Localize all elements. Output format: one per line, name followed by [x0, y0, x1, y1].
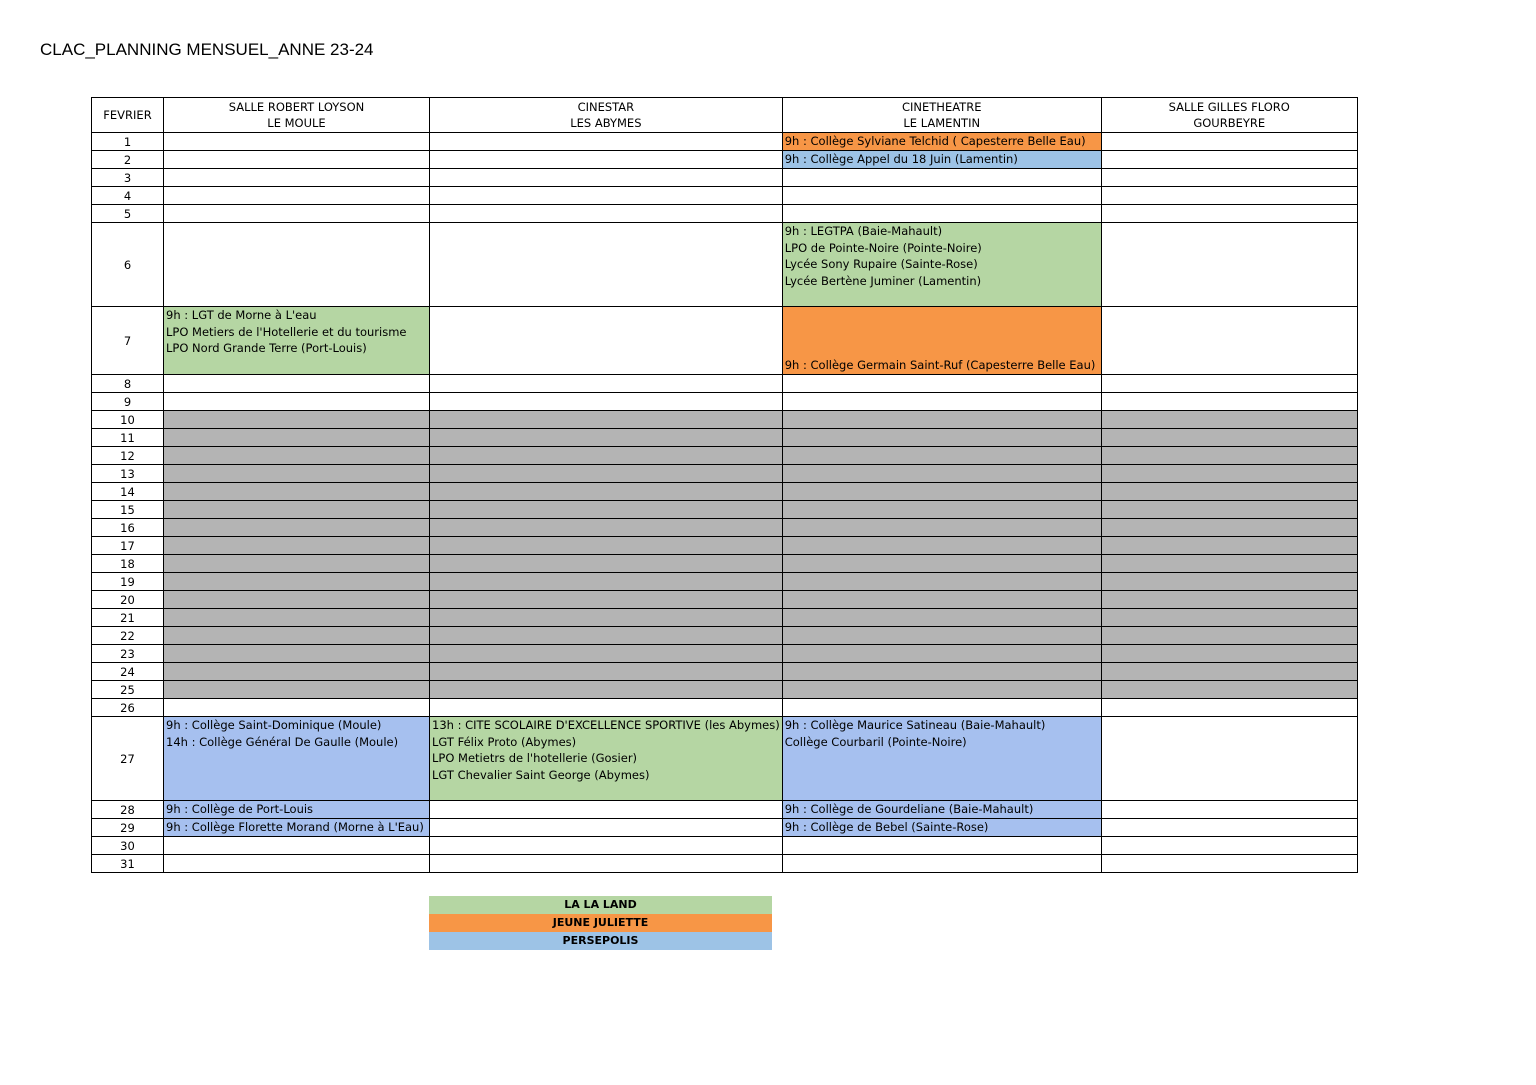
day-number: 11 [92, 429, 164, 447]
screening-entry: 13h : CITE SCOLAIRE D'EXCELLENCE SPORTIVE (les Abymes) [432, 718, 780, 732]
screening-entry: LGT Chevalier Saint George (Abymes) [432, 767, 650, 782]
schedule-cell [782, 307, 1101, 375]
schedule-cell [430, 699, 783, 717]
schedule-cell [1101, 627, 1357, 645]
screening-entry: LPO Metietrs de l'hotellerie (Gosier) [432, 751, 638, 766]
schedule-cell [1101, 169, 1357, 187]
day-number: 30 [92, 837, 164, 855]
screening-entry: LPO de Pointe-Noire (Pointe-Noire) [784, 240, 982, 255]
schedule-cell [430, 411, 783, 429]
day-number: 15 [92, 501, 164, 519]
schedule-cell [1101, 555, 1357, 573]
table-row [92, 307, 1358, 375]
schedule-cell [1101, 573, 1357, 591]
schedule-cell [782, 819, 1101, 837]
schedule-cell [164, 169, 430, 187]
schedule-cell [1101, 537, 1357, 555]
schedule-cell [164, 555, 430, 573]
day-number: 10 [92, 411, 164, 429]
screening-entry: 9h : Collège Appel du 18 Juin (Lamentin) [784, 152, 1018, 166]
schedule-cell [1101, 645, 1357, 663]
venue-header-cinetheatre [782, 98, 1101, 133]
schedule-cell [430, 501, 783, 519]
day-number: 28 [92, 801, 164, 819]
schedule-cell [1101, 223, 1357, 307]
table-row [92, 591, 1358, 609]
table-row [92, 717, 1358, 801]
schedule-cell [782, 483, 1101, 501]
header-row [92, 98, 1358, 133]
schedule-cell [164, 223, 430, 307]
table-row [92, 555, 1358, 573]
schedule-cell [782, 645, 1101, 663]
legend-item-persepolis: PERSEPOLIS [429, 932, 772, 950]
schedule-cell [430, 151, 783, 169]
table-row [92, 447, 1358, 465]
schedule-cell [430, 519, 783, 537]
schedule-cell [164, 501, 430, 519]
legend-item-la-la-land: LA LA LAND [429, 896, 772, 914]
table-row [92, 819, 1358, 837]
schedule-cell [782, 133, 1101, 151]
schedule-cell [1101, 819, 1357, 837]
schedule-cell [1101, 393, 1357, 411]
table-row [92, 133, 1358, 151]
schedule-cell [430, 307, 783, 375]
schedule-cell [430, 205, 783, 223]
table-row [92, 223, 1358, 307]
day-number: 3 [92, 169, 164, 187]
schedule-cell [782, 717, 1101, 801]
day-number: 18 [92, 555, 164, 573]
schedule-cell [782, 375, 1101, 393]
table-row [92, 151, 1358, 169]
schedule-cell [1101, 501, 1357, 519]
schedule-cell [164, 801, 430, 819]
schedule-cell [164, 519, 430, 537]
table-row [92, 519, 1358, 537]
venue-name: CINESTAR [577, 100, 635, 114]
venue-header-gilles-floro [1101, 98, 1357, 133]
schedule-cell [430, 555, 783, 573]
schedule-cell [430, 837, 783, 855]
schedule-cell [1101, 187, 1357, 205]
schedule-cell [782, 393, 1101, 411]
venue-name: SALLE GILLES FLORO [1168, 100, 1290, 114]
schedule-cell [782, 151, 1101, 169]
table-row [92, 699, 1358, 717]
schedule-cell [782, 429, 1101, 447]
venue-header-cinestar [430, 98, 783, 133]
schedule-cell [164, 819, 430, 837]
screening-entry: 9h : LEGTPA (Baie-Mahault) [784, 224, 943, 238]
schedule-cell [164, 411, 430, 429]
schedule-cell [164, 699, 430, 717]
schedule-cell [782, 205, 1101, 223]
table-row [92, 187, 1358, 205]
schedule-cell [782, 411, 1101, 429]
schedule-cell [1101, 663, 1357, 681]
schedule-cell [1101, 717, 1357, 801]
schedule-cell [782, 465, 1101, 483]
table-row [92, 801, 1358, 819]
day-number: 31 [92, 855, 164, 873]
schedule-cell [1101, 429, 1357, 447]
day-number: 8 [92, 375, 164, 393]
day-number: 17 [92, 537, 164, 555]
venue-name: CINETHEATRE [901, 100, 982, 114]
screening-entry: 9h : Collège Germain Saint-Ruf (Capesterre Belle Eau) [784, 358, 1096, 373]
schedule-cell [1101, 151, 1357, 169]
schedule-cell [430, 133, 783, 151]
schedule-cell [782, 837, 1101, 855]
schedule-cell [430, 819, 783, 837]
schedule-cell [782, 501, 1101, 519]
screening-entry: 9h : Collège Sylviane Telchid ( Capesterre Belle Eau) [784, 134, 1086, 148]
day-number: 20 [92, 591, 164, 609]
schedule-cell [430, 169, 783, 187]
schedule-cell [782, 519, 1101, 537]
table-row [92, 393, 1358, 411]
schedule-cell [1101, 609, 1357, 627]
schedule-cell [430, 573, 783, 591]
schedule-cell [1101, 699, 1357, 717]
schedule-cell [164, 151, 430, 169]
day-number: 16 [92, 519, 164, 537]
day-number: 24 [92, 663, 164, 681]
table-row [92, 681, 1358, 699]
table-row [92, 465, 1358, 483]
schedule-cell [1101, 465, 1357, 483]
day-number: 12 [92, 447, 164, 465]
schedule-cell [782, 447, 1101, 465]
schedule-cell [782, 699, 1101, 717]
schedule-cell [430, 465, 783, 483]
schedule-cell [430, 447, 783, 465]
table-row [92, 205, 1358, 223]
month-header: FEVRIER [92, 98, 164, 133]
schedule-cell [782, 187, 1101, 205]
legend-item-jeune-juliette: JEUNE JULIETTE [429, 914, 772, 932]
schedule-cell [1101, 483, 1357, 501]
schedule-cell [430, 717, 783, 801]
schedule-cell [782, 681, 1101, 699]
film-legend [429, 896, 772, 950]
day-number: 22 [92, 627, 164, 645]
schedule-cell [430, 645, 783, 663]
screening-entry: 9h : Collège Florette Morand (Morne à L'Eau) [166, 820, 424, 834]
table-row [92, 855, 1358, 873]
schedule-cell [782, 537, 1101, 555]
schedule-cell [1101, 837, 1357, 855]
schedule-cell [1101, 375, 1357, 393]
schedule-cell [782, 573, 1101, 591]
venue-header-robert-loyson [164, 98, 430, 133]
day-number: 7 [92, 307, 164, 375]
schedule-cell [164, 591, 430, 609]
screening-entry: LPO Nord Grande Terre (Port-Louis) [166, 341, 367, 356]
screening-entry: Collège Courbaril (Pointe-Noire) [784, 734, 967, 749]
screening-entry: 9h : Collège de Port-Louis [166, 802, 314, 816]
schedule-cell [430, 681, 783, 699]
day-number: 14 [92, 483, 164, 501]
screening-entry: 14h : Collège Général De Gaulle (Moule) [166, 734, 399, 749]
table-row [92, 483, 1358, 501]
schedule-cell [164, 133, 430, 151]
schedule-cell [1101, 133, 1357, 151]
screening-entry: LPO Metiers de l'Hotellerie et du tourisme [166, 324, 407, 339]
day-number: 4 [92, 187, 164, 205]
table-row [92, 501, 1358, 519]
schedule-cell [1101, 205, 1357, 223]
schedule-cell [430, 393, 783, 411]
schedule-cell [164, 681, 430, 699]
schedule-cell [430, 855, 783, 873]
schedule-cell [1101, 519, 1357, 537]
day-number: 13 [92, 465, 164, 483]
schedule-cell [164, 307, 430, 375]
table-row [92, 627, 1358, 645]
venue-town: LES ABYMES [570, 116, 642, 130]
schedule-cell [164, 205, 430, 223]
day-number: 29 [92, 819, 164, 837]
screening-entry: 9h : LGT de Morne à L'eau [166, 308, 317, 322]
schedule-cell [164, 393, 430, 411]
schedule-cell [430, 537, 783, 555]
screening-entry: 9h : Collège de Gourdeliane (Baie-Mahault) [784, 802, 1034, 816]
schedule-cell [1101, 855, 1357, 873]
schedule-cell [1101, 591, 1357, 609]
table-row [92, 573, 1358, 591]
schedule-cell [430, 223, 783, 307]
schedule-cell [782, 855, 1101, 873]
schedule-cell [164, 627, 430, 645]
day-number: 9 [92, 393, 164, 411]
schedule-cell [164, 717, 430, 801]
table-row [92, 537, 1358, 555]
schedule-cell [782, 169, 1101, 187]
planning-table [91, 97, 1358, 873]
venue-town: LE LAMENTIN [903, 116, 981, 130]
day-number: 19 [92, 573, 164, 591]
table-row [92, 169, 1358, 187]
schedule-cell [1101, 447, 1357, 465]
schedule-cell [164, 447, 430, 465]
schedule-cell [430, 801, 783, 819]
table-row [92, 609, 1358, 627]
schedule-cell [782, 663, 1101, 681]
schedule-cell [164, 537, 430, 555]
schedule-cell [782, 627, 1101, 645]
day-number: 6 [92, 223, 164, 307]
schedule-cell [782, 609, 1101, 627]
schedule-cell [782, 223, 1101, 307]
schedule-cell [164, 573, 430, 591]
schedule-cell [164, 855, 430, 873]
schedule-cell [430, 663, 783, 681]
screening-entry: 9h : Collège Saint-Dominique (Moule) [166, 718, 382, 732]
schedule-cell [164, 465, 430, 483]
screening-entry: 9h : Collège Maurice Satineau (Baie-Mahault) [784, 718, 1046, 732]
day-number: 1 [92, 133, 164, 151]
table-row [92, 429, 1358, 447]
page-title: CLAC_PLANNING MENSUEL_ANNE 23-24 [40, 40, 374, 59]
venue-town: LE MOULE [267, 116, 326, 130]
table-row [92, 411, 1358, 429]
day-number: 27 [92, 717, 164, 801]
schedule-cell [164, 663, 430, 681]
schedule-cell [430, 591, 783, 609]
schedule-cell [430, 483, 783, 501]
schedule-cell [430, 187, 783, 205]
table-row [92, 837, 1358, 855]
schedule-cell [782, 801, 1101, 819]
schedule-cell [1101, 307, 1357, 375]
schedule-cell [782, 591, 1101, 609]
schedule-cell [164, 187, 430, 205]
planning-body [92, 133, 1358, 873]
day-number: 2 [92, 151, 164, 169]
screening-entry: Lycée Bertène Juminer (Lamentin) [784, 273, 982, 288]
schedule-cell [164, 609, 430, 627]
table-row [92, 663, 1358, 681]
day-number: 26 [92, 699, 164, 717]
table-row [92, 645, 1358, 663]
day-number: 25 [92, 681, 164, 699]
day-number: 5 [92, 205, 164, 223]
schedule-cell [430, 609, 783, 627]
table-row [92, 375, 1358, 393]
schedule-cell [1101, 801, 1357, 819]
screening-entry: 9h : Collège de Bebel (Sainte-Rose) [784, 820, 989, 834]
day-number: 23 [92, 645, 164, 663]
schedule-cell [430, 429, 783, 447]
screening-entry: Lycée Sony Rupaire (Sainte-Rose) [784, 257, 978, 272]
venue-town: GOURBEYRE [1193, 116, 1266, 130]
schedule-cell [430, 627, 783, 645]
venue-name: SALLE ROBERT LOYSON [228, 100, 365, 114]
screening-entry: LGT Félix Proto (Abymes) [432, 734, 577, 749]
schedule-cell [164, 375, 430, 393]
schedule-cell [164, 837, 430, 855]
schedule-cell [164, 429, 430, 447]
schedule-cell [1101, 411, 1357, 429]
day-number: 21 [92, 609, 164, 627]
schedule-cell [782, 555, 1101, 573]
schedule-cell [430, 375, 783, 393]
schedule-cell [1101, 681, 1357, 699]
schedule-cell [164, 483, 430, 501]
schedule-cell [164, 645, 430, 663]
